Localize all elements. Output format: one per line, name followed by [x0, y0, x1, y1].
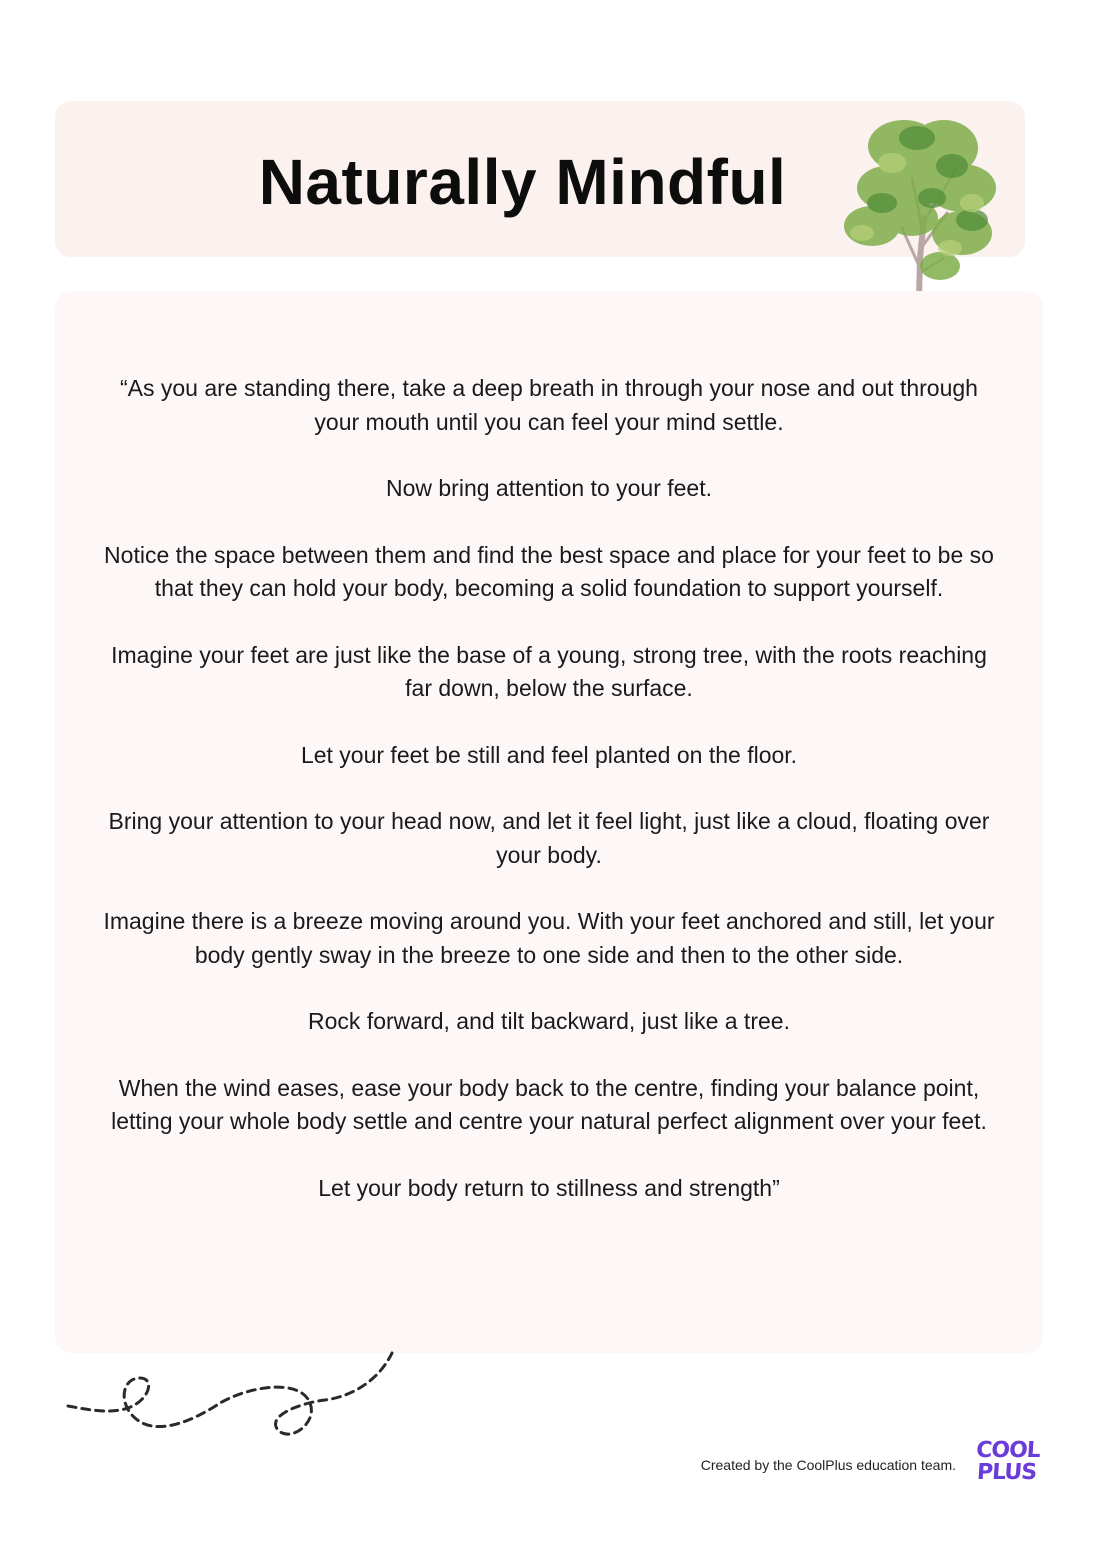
meditation-script: [95, 372, 1003, 1238]
dashed-squiggle-decoration: [60, 1348, 405, 1458]
script-paragraph: “As you are standing there, take a deep breath in through your nose and out through your mouth until you can feel your mind settle.: [120, 375, 978, 435]
script-paragraph: Rock forward, and tilt backward, just like a tree.: [308, 1008, 790, 1034]
script-paragraph: Bring your attention to your head now, and let it feel light, just like a cloud, floating over your body.: [108, 808, 990, 868]
coolplus-logo: COOL PLUS: [975, 1438, 1041, 1485]
script-paragraph: When the wind eases, ease your body back to the centre, finding your balance point, letting your whole body settle and centre your natural perfect alignment over your feet.: [111, 1074, 987, 1134]
script-paragraph: Let your feet be still and feel planted on the floor.: [300, 741, 798, 768]
script-paragraph: Notice the space between them and find the best space and place for your feet to be so that they can hold your body, becoming a solid foundation to support yourself.: [104, 541, 994, 601]
script-paragraph: Imagine your feet are just like the base of a young, strong tree, with the roots reaching far down, below the surface.: [111, 641, 987, 701]
script-paragraph: Let your body return to stillness and strength”: [318, 1174, 780, 1201]
script-paragraph: Imagine there is a breeze moving around you. With your feet anchored and still, let your body gently sway in the breeze to one side and then to the other side.: [103, 908, 995, 968]
credit-text: Created by the CoolPlus education team.: [700, 1457, 956, 1473]
page-title: Naturally Mindful: [258, 146, 787, 218]
script-paragraph: Now bring attention to your feet.: [385, 475, 713, 501]
